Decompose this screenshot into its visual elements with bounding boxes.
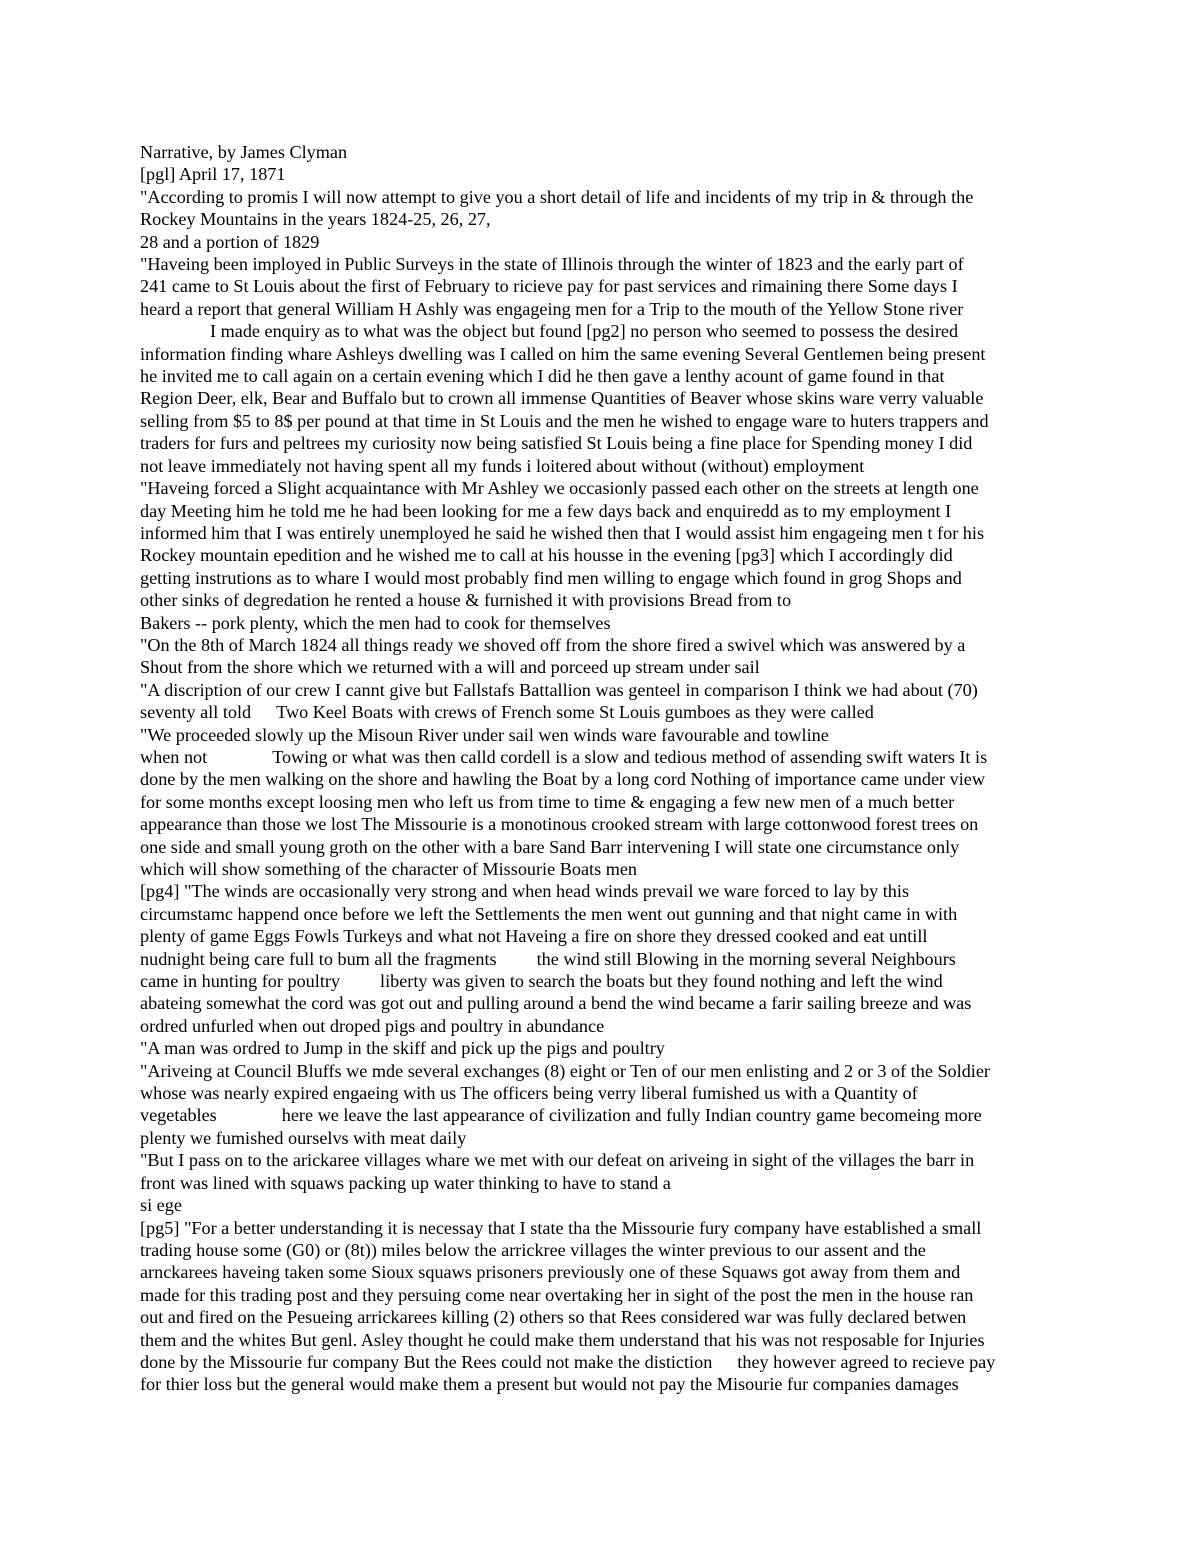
text-line: "But I pass on to the arickaree villages whare we met with our defeat on ariveing in sight of the villages the barr in: [140, 1150, 975, 1171]
text-line: circumstamc happend once before we left the Settlements the men went out gunning and that night came in with: [140, 903, 958, 924]
text-segment: they however agreed to recieve pay: [737, 1351, 996, 1372]
text-line: "Haveing forced a Slight acquaintance with Mr Ashley we occasionly passed each other on the streets at length one: [140, 478, 979, 499]
text-segment: came in hunting for poultry: [140, 971, 341, 992]
text-line: one side and small young groth on the other with a bare Sand Barr intervening I will state one circumstance only: [140, 836, 960, 857]
text-segment: seventy all told: [140, 702, 252, 723]
text-line: "A discription of our crew I cannt give but Fallstafs Battallion was genteel in comparison I think we had about (70): [140, 679, 978, 700]
text-line: information finding whare Ashleys dwelling was I called on him the same evening Several Gentlemen being present: [140, 343, 986, 364]
text-line: Rockey Mountains in the years 1824-25, 26, 27,: [140, 209, 491, 230]
text-line: appearance than those we lost The Missourie is a monotinous crooked stream with large cottonwood forest trees on: [140, 814, 979, 835]
text-line: [pg5] "For a better understanding it is necessay that I state tha the Missourie fury company have established a small: [140, 1217, 982, 1238]
text-line: heard a report that general William H Ashly was engageing men for a Trip to the mouth of the Yellow Stone river: [140, 298, 964, 319]
text-segment: done by the Missourie fur company But the Rees could not make the distiction: [140, 1351, 713, 1372]
text-line: plenty we fumished ourselvs with meat daily: [140, 1127, 467, 1148]
text-line: which will show something of the character of Missourie Boats men: [140, 859, 638, 879]
text-line: [140, 701, 1070, 723]
text-line: "On the 8th of March 1824 all things ready we shoved off from the shore fired a swivel which was answered by a: [140, 634, 966, 655]
text-line: "According to promis I will now attempt to give you a short detail of life and incidents of my trip in & through the: [140, 186, 974, 207]
text-line: trading house some (G0) or (8t)) miles below the arrickree villages the winter previous to our assent and the: [140, 1239, 926, 1260]
text-segment: liberty was given to search the boats but they found nothing and left the wind: [380, 971, 943, 992]
text-line: selling from $5 to 8$ per pound at that time in St Louis and the men he wished to engage ware to huters trappers and: [140, 410, 989, 431]
text-segment: here we leave the last appearance of civilization and fully Indian country game becomeing more: [281, 1105, 982, 1126]
text-line: "Ariveing at Council Bluffs we mde several exchanges (8) eight or Ten of our men enlisting and 2 or 3 of the Soldier: [140, 1060, 990, 1081]
document-header: [pgl] April 17, 1871: [140, 164, 286, 185]
document-title: Narrative, by James Clyman: [140, 142, 348, 162]
text-line: arnckarees haveing taken some Sioux squaws prisoners previously one of these Squaws got away from them and: [140, 1262, 961, 1283]
text-line: day Meeting him he told me he had been looking for me a few days back and enquiredd as to my employment I: [140, 500, 952, 521]
text-line: for some months except loosing men who left us from time to time & engaging a few new men of a much better: [140, 791, 955, 812]
text-line: I made enquiry as to what was the object but found [pg2] no person who seemed to possess the desired: [210, 321, 959, 342]
text-line: out and fired on the Pesueing arrickarees killing (2) others so that Rees considered war was fully declared betwen: [140, 1307, 967, 1328]
text-line: [140, 970, 1070, 992]
text-segment: when not: [140, 746, 208, 767]
text-line: Shout from the shore which we returned with a will and porceed up stream under sail: [140, 657, 760, 678]
text-line: [140, 948, 1070, 970]
text-line: informed him that I was entirely unemployed he said he wished then that I would assist him engageing men t for his: [140, 522, 985, 543]
text-line: ordred unfurled when out droped pigs and poultry in abundance: [140, 1015, 605, 1036]
text-line: [140, 1104, 1070, 1126]
text-line: [pg4] "The winds are occasionally very strong and when head winds prevail we ware forced to lay by this: [140, 881, 910, 902]
text-line: whose was nearly expired engaeing with us The officers being verry liberal fumished us with a Quantity of: [140, 1083, 918, 1104]
text-segment: vegetables: [140, 1105, 217, 1126]
text-line: si ege: [140, 1195, 182, 1216]
text-line: not leave immediately not having spent all my funds i loitered about without (without) employment: [140, 455, 865, 476]
text-segment: Two Keel Boats with crews of French some St Louis gumboes as they were called: [276, 702, 874, 723]
text-line: traders for furs and peltrees my curiosity now being satisfied St Louis being a fine place for Spending money I did: [140, 433, 973, 454]
text-line: other sinks of degredation he rented a house & furnished it with provisions Bread from to: [140, 590, 792, 611]
text-line: abateing somewhat the cord was got out and pulling around a bend the wind became a farir sailing breeze and was: [140, 993, 972, 1014]
text-line: [140, 746, 1070, 768]
text-line: he invited me to call again on a certain evening which I did he then gave a lenthy acount of game found in that: [140, 366, 945, 387]
text-line: Rockey mountain epedition and he wished me to call at his housse in the evening [pg3] which I accordingly did: [140, 545, 953, 566]
text-line: Region Deer, elk, Bear and Buffalo but to crown all immense Quantities of Beaver whose skins ware verry valuable: [140, 388, 984, 409]
text-line: plenty of game Eggs Fowls Turkeys and what not Haveing a fire on shore they dressed cooked and eat untill: [140, 926, 928, 947]
text-line: getting instrutions as to whare I would most probably find men willing to engage which found in grog Shops and: [140, 567, 962, 588]
text-line: 241 came to St Louis about the first of February to ricieve pay for past services and rimaining there Some days I: [140, 276, 958, 297]
text-line: front was lined with squaws packing up water thinking to have to stand a: [140, 1172, 671, 1193]
text-segment: Towing or what was then calld cordell is a slow and tedious method of assending swift waters It is: [272, 746, 988, 767]
text-segment: nudnight being care full to bum all the fragments: [140, 948, 497, 969]
text-line: "A man was ordred to Jump in the skiff and pick up the pigs and poultry: [140, 1038, 665, 1059]
text-line: done by the men walking on the shore and hawling the Boat by a long cord Nothing of importance came under view: [140, 769, 985, 790]
text-line: made for this trading post and they persuing come near overtaking her in sight of the post the men in the house ran: [140, 1284, 974, 1305]
text-line: "Haveing been imployed in Public Surveys in the state of Illinois through the winter of 1823 and the early part of: [140, 254, 964, 275]
text-line: [140, 1351, 1070, 1373]
text-line: them and the whites But genl. Asley thought he could make them understand that his was not resposable for Injuries: [140, 1329, 985, 1350]
narrative-text: [140, 141, 1070, 1396]
text-line: 28 and a portion of 1829: [140, 231, 320, 252]
text-line: Bakers -- pork plenty, which the men had to cook for themselves: [140, 612, 611, 633]
text-segment: the wind still Blowing in the morning several Neighbours: [536, 948, 956, 969]
text-line: for thier loss but the general would make them a present but would not pay the Misourie fur companies damages: [140, 1374, 959, 1395]
text-line: "We proceeded slowly up the Misoun River under sail wen winds ware favourable and towline: [140, 724, 829, 745]
